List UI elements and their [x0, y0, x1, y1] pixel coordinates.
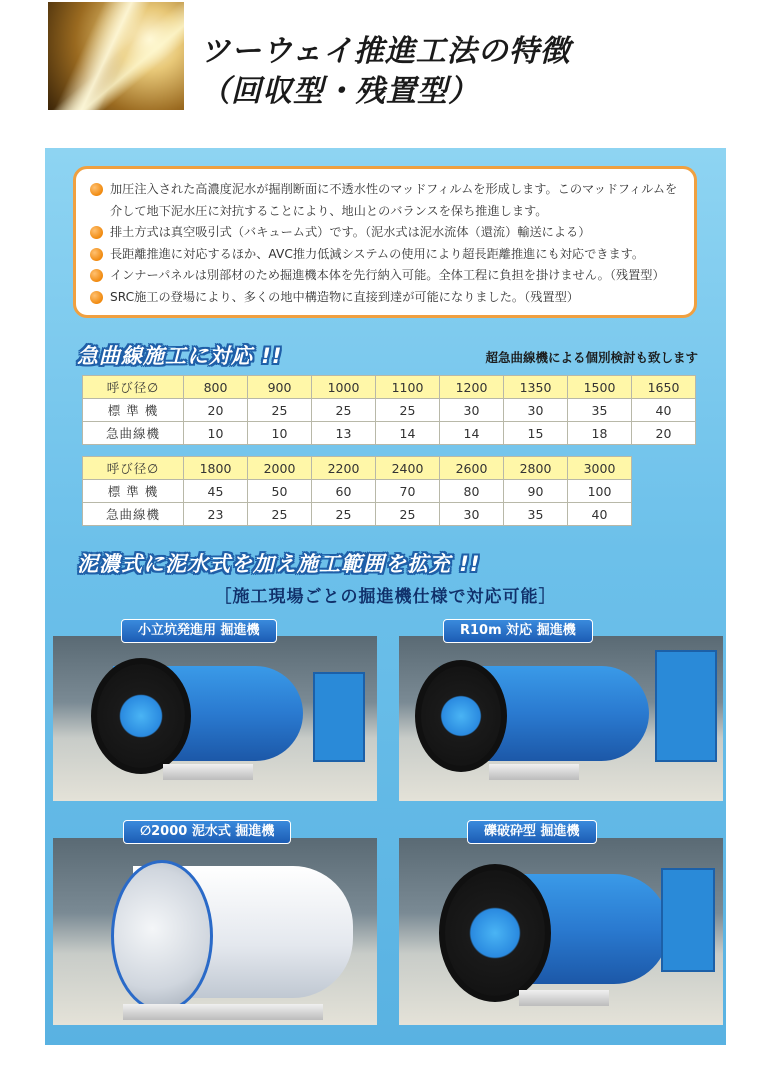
feature-item: 加圧注入された高濃度泥水が掘削断面に不透水性のマッドフィルムを形成します。このマッドフィルムを介して地下泥水圧に対抗することにより、地山とのバランスを保ち推進します。 [90, 179, 682, 222]
bullet-icon [90, 226, 103, 239]
photo-label-1: 小立坑発進用 掘進機 [121, 619, 277, 643]
machine-skid [163, 764, 253, 780]
spec-table-2 [82, 456, 632, 526]
bullet-icon [90, 291, 103, 304]
machine-photo-4 [399, 838, 723, 1025]
machine-photo-3 [53, 838, 377, 1025]
table-row: 呼び径∅ 800 900 1000 1100 1200 1350 1500 1650 [83, 376, 696, 399]
expand-subtitle: ［施工現場ごとの掘進機仕様で対応可能］ [214, 587, 557, 607]
cutter-head-icon [91, 658, 191, 774]
page-title [200, 32, 571, 112]
bullet-icon [90, 248, 103, 261]
table-row: 標 準 機 45 50 60 70 80 90 100 [83, 480, 632, 503]
expand-heading: 泥濃式に泥水式を加え施工範囲を拡充 !! [77, 552, 481, 576]
title-line-2: （回収型・残置型） [200, 74, 479, 109]
title-line-1: ツーウェイ推進工法の特徴 [200, 34, 571, 69]
control-console [661, 868, 715, 972]
bullet-icon [90, 183, 103, 196]
table-row: 急曲線機 10 10 13 14 14 15 18 20 [83, 422, 696, 445]
header-image [48, 2, 184, 110]
machine-photo-2 [399, 636, 723, 801]
bullet-icon [90, 269, 103, 282]
spec-table-1 [82, 375, 696, 445]
table-row: 急曲線機 23 25 25 25 30 35 40 [83, 503, 632, 526]
content-panel [45, 148, 726, 1045]
feature-item: 長距離推進に対応するほか、AVC推力低減システムの使用により超長距離推進にも対応できます。 [90, 244, 682, 266]
machine-skid [123, 1004, 323, 1020]
photo-label-3: ∅2000 泥水式 掘進機 [123, 820, 291, 844]
photo-label-4: 礫破砕型 掘進機 [467, 820, 597, 844]
table-row: 標 準 機 20 25 25 25 30 30 35 40 [83, 399, 696, 422]
control-console [313, 672, 365, 762]
table-row: 呼び径∅ 1800 2000 2200 2400 2600 2800 3000 [83, 457, 632, 480]
machine-skid [489, 764, 579, 780]
curve-heading: 急曲線施工に対応 !! [77, 344, 283, 368]
control-console [655, 650, 717, 762]
feature-list [73, 166, 697, 318]
feature-item: SRC施工の登場により、多くの地中構造物に直接到達が可能になりました。（残置型） [90, 287, 682, 309]
feature-item: 排土方式は真空吸引式（バキューム式）です。（泥水式は泥水流体（還流）輸送による） [90, 222, 682, 244]
feature-item: インナーパネルは別部材のため掘進機本体を先行納入可能。全体工程に負担を掛けません。（残置型） [90, 265, 682, 287]
cutter-head-icon [439, 864, 551, 1002]
curve-note: 超急曲線機による個別検討も致します [485, 350, 698, 365]
cutter-head-icon [415, 660, 507, 772]
photo-label-2: R10m 対応 掘進機 [443, 619, 593, 643]
machine-skid [519, 990, 609, 1006]
cutter-head-icon [111, 860, 213, 1012]
machine-photo-1 [53, 636, 377, 801]
